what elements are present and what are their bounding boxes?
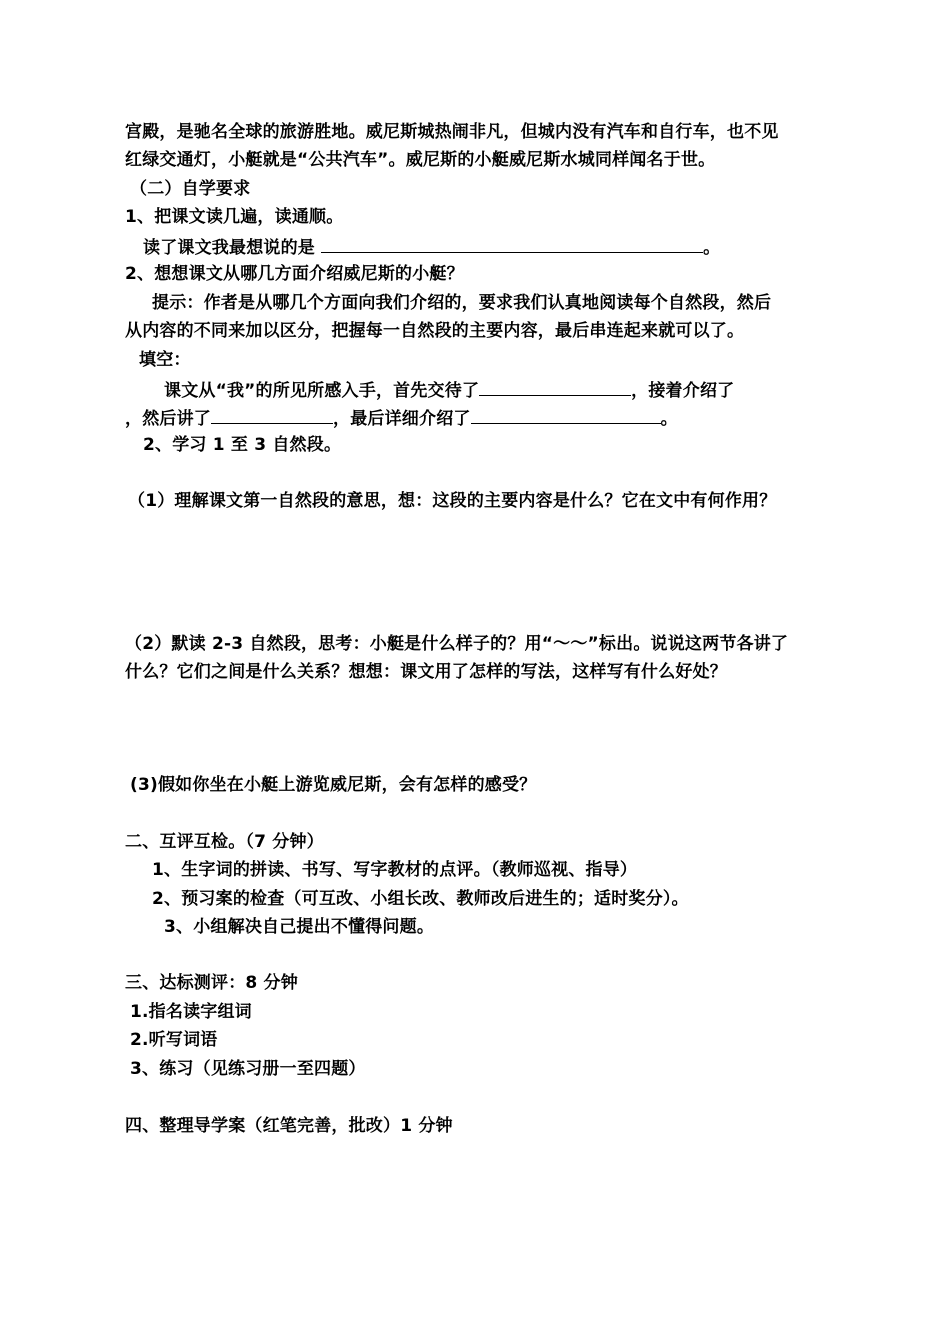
fill-text-b: ，接着介绍了 — [631, 381, 735, 401]
fill-line-1 — [164, 377, 874, 403]
section-2-item-2: 2、预习案的检查（可互改、小组长改、教师改后进生的；适时奖分）。 — [152, 889, 689, 909]
section-3-heading: 三、达标测评：8 分钟 — [125, 973, 298, 993]
fill-text-d: ，最后详细介绍了 — [333, 409, 471, 429]
section-4-heading: 四、整理导学案（红笔完善，批改）1 分钟 — [125, 1116, 453, 1136]
section-3-item-2: 2.听写词语 — [130, 1030, 218, 1050]
intro-line-2: 红绿交通灯，小艇就是“公共汽车”。威尼斯的小艇威尼斯水城同样闻名于世。 — [125, 150, 716, 170]
fill-label: 填空： — [139, 350, 191, 370]
self-study-heading: （二）自学要求 — [130, 179, 251, 199]
self-study-item-2: 2、想想课文从哪几方面介绍威尼斯的小艇？ — [125, 264, 464, 284]
fill-blank-2[interactable] — [211, 405, 333, 424]
fill-text-e: 。 — [660, 409, 678, 429]
fill-blank-1[interactable] — [479, 377, 631, 396]
section-3-item-1: 1.指名读字组词 — [130, 1002, 252, 1022]
prompt-end: 。 — [703, 238, 721, 258]
section-2-item-1: 1、生字词的拼读、书写、写字教材的点评。（教师巡视、指导） — [152, 860, 638, 880]
fill-line-2 — [125, 405, 835, 431]
answer-blank[interactable] — [321, 234, 703, 253]
fill-text-a: 课文从“我”的所见所感入手，首先交待了 — [164, 381, 480, 401]
fill-blank-3[interactable] — [471, 405, 661, 424]
question-2-line-2: 什么？它们之间是什么关系？想想：课文用了怎样的写法，这样写有什么好处？ — [125, 662, 727, 682]
study-heading: 2、学习 1 至 3 自然段。 — [143, 435, 342, 455]
prompt-text: 读了课文我最想说的是 — [143, 238, 315, 258]
hint-line-2: 从内容的不同来加以区分，把握每一自然段的主要内容，最后串连起来就可以了。 — [125, 321, 745, 341]
self-study-item-1: 1、把课文读几遍，读通顺。 — [125, 207, 344, 227]
intro-line-1: 宫殿，是驰名全球的旅游胜地。威尼斯城热闹非凡，但城内没有汽车和自行车，也不见 — [125, 122, 779, 142]
section-2-heading: 二、互评互检。（7 分钟） — [125, 832, 324, 852]
question-1: （1）理解课文第一自然段的意思，想：这段的主要内容是什么？它在文中有何作用？ — [128, 491, 777, 511]
question-2-line-1: （2）默读 2-3 自然段，思考：小艇是什么样子的？用“～～”标出。说说这两节各讲了 — [125, 634, 789, 654]
section-2-item-3: 3、小组解决自己提出不懂得问题。 — [164, 917, 435, 937]
fill-text-c: ，然后讲了 — [125, 409, 211, 429]
hint-line-1: 提示：作者是从哪几个方面向我们介绍的，要求我们认真地阅读每个自然段，然后 — [152, 293, 772, 313]
question-3: (3)假如你坐在小艇上游览威尼斯，会有怎样的感受？ — [130, 775, 537, 795]
self-study-item-1-prompt-line — [143, 234, 853, 260]
section-3-item-3: 3、练习（见练习册一至四题） — [130, 1059, 366, 1079]
